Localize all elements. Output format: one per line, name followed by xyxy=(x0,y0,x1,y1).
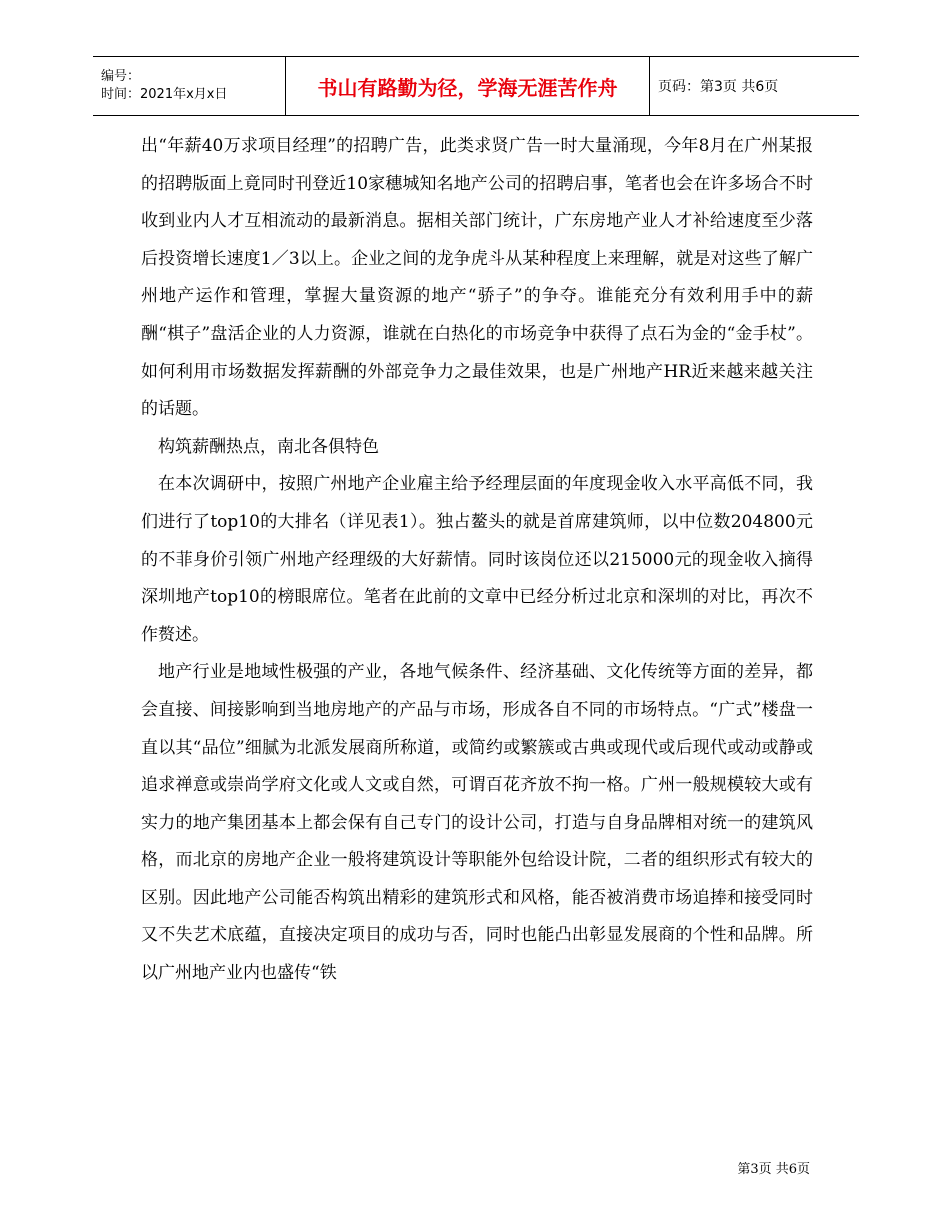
header-motto xyxy=(286,57,650,115)
page-header xyxy=(93,56,859,116)
body-paragraph-2: 在本次调研中，按照广州地产企业雇主给予经理层面的年度现金收入水平高低不同，我们进行了top10的大排名（详见表1）。独占鳌头的就是首席建筑师，以中位数204800元的不菲身价引领广州地产经理级的大好薪情。同时该岗位还以215000元的现金收入摘得深圳地产top10的榜眼席位。笔者在此前的文章中已经分析过北京和深圳的对比，再次不作赘述。 xyxy=(141,474,813,645)
footer-page-number: 第3页 共6页 xyxy=(737,1162,810,1177)
header-page-number: 页码：第3页 共6页 xyxy=(658,79,779,95)
section-subheading: 构筑薪酬热点，南北各俱特色 xyxy=(158,436,379,457)
header-page-info xyxy=(650,57,859,115)
document-date: 时间：2021年x月x日 xyxy=(101,87,228,102)
body-paragraph-1: 出“年薪40万求项目经理”的招聘广告，此类求贤广告一时大量涌现，今年8月在广州某报的招聘版面上竟同时刊登近10家穗城知名地产公司的招聘启事，笔者也会在许多场合不时收到业内人才互相流动的最新消息。据相关部门统计，广东房地产业人才补给速度至少落后投资增长速度1／3以上。企业之间的龙争虎斗从某种程度上来理解，就是对这些了解广州地产运作和管理，掌握大量资源的地产“骄子”的争夺。谁能充分有效利用手中的薪酬“棋子”盘活企业的人力资源，谁就在白热化的市场竞争中获得了点石为金的“金手杖”。如何利用市场数据发挥薪酬的外部竞争力之最佳效果，也是广州地产HR近来越来越关注的话题。 xyxy=(141,136,813,420)
motto-text: 书山有路勤为径，学海无涯苦作舟 xyxy=(317,75,618,100)
page-footer xyxy=(737,1158,810,1177)
document-body xyxy=(141,128,813,993)
body-paragraph-3: 地产行业是地域性极强的产业，各地气候条件、经济基础、文化传统等方面的差异，都会直接、间接影响到当地房地产的产品与市场，形成各自不同的市场特点。“广式”楼盘一直以其“品位”细腻为北派发展商所称道，或简约或繁簇或古典或现代或后现代或动或静或追求禅意或崇尚学府文化或人文或自然，可谓百花齐放不拘一格。广州一般规模较大或有实力的地产集团基本上都会保有自己专门的设计公司，打造与自身品牌相对统一的建筑风格，而北京的房地产企业一般将建筑设计等职能外包给设计院，二者的组织形式有较大的区别。因此地产公司能否构筑出精彩的建筑形式和风格，能否被消费市场追捧和接受同时又不失艺术底蕴，直接决定项目的成功与否，同时也能凸出彰显发展商的个性和品牌。所以广州地产业内也盛传“铁 xyxy=(141,662,813,984)
header-meta xyxy=(93,57,286,115)
document-number-label: 编号： xyxy=(101,69,141,84)
